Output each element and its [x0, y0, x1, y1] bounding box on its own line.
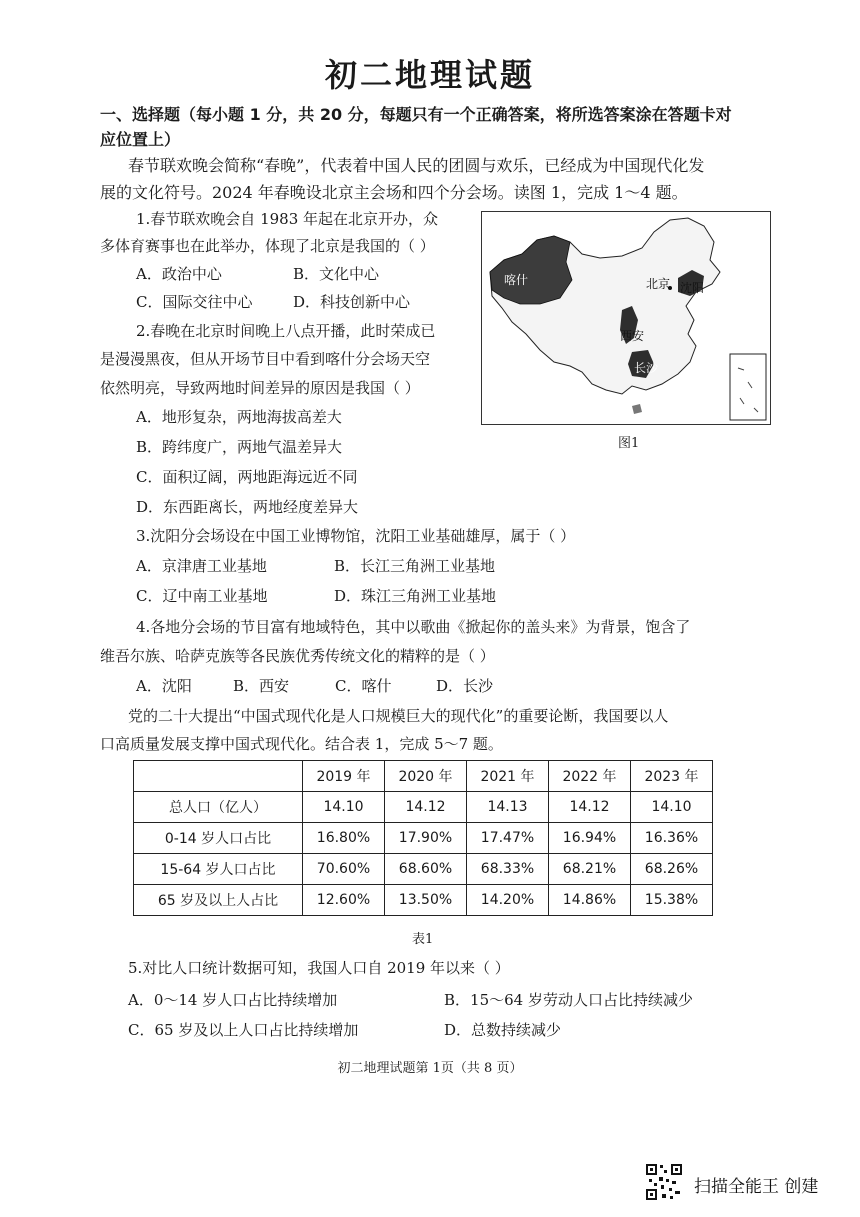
table-cell: 16.94% — [549, 823, 631, 854]
table-cell: 17.90% — [385, 823, 467, 854]
scanner-watermark: 扫描全能王 创建 — [694, 1177, 819, 1197]
q2-option-c: C．面积辽阔，两地距海远近不同 — [136, 468, 358, 486]
row-label: 65 岁及以上人占比 — [134, 885, 303, 916]
q2-stem-line1: 2.春晚在北京时间晚上八点开播，此时荣成已 — [136, 322, 436, 340]
q5-option-b: B．15～64 岁劳动人口占比持续减少 — [444, 991, 693, 1009]
table-cell: 14.12 — [549, 792, 631, 823]
q2-stem-line3: 依然明亮，导致两地时间差异的原因是我国（ ） — [100, 379, 420, 397]
q1-option-a: A．政治中心 — [136, 265, 222, 283]
q1-option-d: D．科技创新中心 — [293, 293, 411, 311]
table-cell: 14.20% — [467, 885, 549, 916]
table-cell: 14.12 — [385, 792, 467, 823]
q4-option-a: A．沈阳 — [136, 677, 192, 695]
q2-stem-line2: 是漫漫黑夜，但从开场节目中看到喀什分会场天空 — [100, 350, 431, 368]
table-header-cell — [134, 761, 303, 792]
q4-stem-line2: 维吾尔族、哈萨克族等各民族优秀传统文化的精粹的是（ ） — [100, 647, 495, 665]
table-cell: 68.33% — [467, 854, 549, 885]
q3-option-b: B．长江三角洲工业基地 — [334, 557, 496, 575]
xinjiang-region — [490, 236, 572, 304]
table1-caption: 表1 — [412, 932, 434, 947]
table-cell: 14.10 — [631, 792, 713, 823]
intro2-line2: 口高质量发展支撑中国式现代化。结合表 1，完成 5～7 题。 — [100, 735, 503, 753]
map-label-xian: 西安 — [620, 329, 645, 343]
china-outline — [490, 218, 720, 394]
row-label: 15-64 岁人口占比 — [134, 854, 303, 885]
q4-option-d: D．长沙 — [436, 677, 494, 695]
table-cell: 68.21% — [549, 854, 631, 885]
hainan-island — [632, 404, 642, 414]
section-heading-line1: 一、选择题（每小题 1 分，共 20 分，每题只有一个正确答案，将所选答案涂在答题卡对 — [100, 105, 732, 124]
q5-option-c: C．65 岁及以上人口占比持续增加 — [128, 1021, 359, 1039]
q4-option-b: B．西安 — [233, 677, 290, 695]
q2-option-b: B．跨纬度广，两地气温差异大 — [136, 438, 343, 456]
table-cell: 13.50% — [385, 885, 467, 916]
q4-stem-line1: 4.各地分会场的节目富有地域特色，其中以歌曲《掀起你的盖头来》为背景，饱含了 — [136, 618, 691, 636]
table-cell: 14.13 — [467, 792, 549, 823]
page-footer: 初二地理试题第 1页（共 8 页） — [337, 1061, 523, 1076]
q1-stem-line2: 多体育赛事也在此举办，体现了北京是我国的（ ） — [100, 237, 435, 255]
q4-option-c: C．喀什 — [335, 677, 392, 695]
section-heading-line2: 应位置上） — [100, 130, 181, 149]
table-row — [134, 823, 713, 854]
table-header-row — [134, 761, 713, 792]
figure1-caption: 图1 — [618, 436, 640, 451]
population-table — [133, 760, 713, 916]
table-cell: 16.80% — [303, 823, 385, 854]
q5-option-d: D．总数持续减少 — [444, 1021, 562, 1039]
china-map-svg — [482, 212, 770, 424]
table-cell: 17.47% — [467, 823, 549, 854]
table-cell: 68.26% — [631, 854, 713, 885]
q2-option-d: D．东西距离长，两地经度差异大 — [136, 498, 359, 516]
intro2-line1: 党的二十大提出“中国式现代化是人口规模巨大的现代化”的重要论断，我国要以人 — [128, 707, 669, 725]
table-header-cell: 2019 年 — [303, 761, 385, 792]
q1-option-b: B．文化中心 — [293, 265, 380, 283]
intro1-line1: 春节联欢晚会简称“春晚”，代表着中国人民的团圆与欢乐，已经成为中国现代化发 — [128, 156, 705, 175]
table-cell: 68.60% — [385, 854, 467, 885]
q3-stem: 3.沈阳分会场设在中国工业博物馆，沈阳工业基础雄厚，属于（ ） — [136, 527, 576, 545]
china-map-figure — [481, 211, 771, 425]
table-cell: 14.86% — [549, 885, 631, 916]
table-cell: 15.38% — [631, 885, 713, 916]
table-cell: 16.36% — [631, 823, 713, 854]
row-label: 总人口（亿人） — [134, 792, 303, 823]
table-row — [134, 854, 713, 885]
qr-code-icon — [645, 1163, 683, 1201]
table-cell: 70.60% — [303, 854, 385, 885]
q1-stem-line1: 1.春节联欢晚会自 1983 年起在北京开办，众 — [136, 210, 439, 228]
q3-option-a: A．京津唐工业基地 — [136, 557, 267, 575]
page-title: 初二地理试题 — [324, 56, 535, 94]
q3-option-c: C．辽中南工业基地 — [136, 587, 268, 605]
map-label-beijing: 北京 — [646, 277, 671, 291]
table-header-cell: 2023 年 — [631, 761, 713, 792]
table-cell: 14.10 — [303, 792, 385, 823]
q3-option-d: D．珠江三角洲工业基地 — [334, 587, 497, 605]
map-label-shenyang: 沈阳 — [680, 281, 705, 295]
map-label-kashi: 喀什 — [504, 273, 529, 287]
map-label-changsha: 长沙 — [634, 361, 659, 375]
q2-option-a: A．地形复杂，两地海拔高差大 — [136, 408, 342, 426]
q1-option-c: C．国际交往中心 — [136, 293, 253, 311]
table-cell: 12.60% — [303, 885, 385, 916]
south-sea-inset — [730, 354, 766, 420]
q5-stem: 5.对比人口统计数据可知，我国人口自 2019 年以来（ ） — [128, 959, 510, 977]
table-header-cell: 2022 年 — [549, 761, 631, 792]
table-header-cell: 2021 年 — [467, 761, 549, 792]
row-label: 0-14 岁人口占比 — [134, 823, 303, 854]
table-row — [134, 885, 713, 916]
intro1-line2: 展的文化符号。2024 年春晚设北京主会场和四个分会场。读图 1，完成 1～4 题。 — [100, 183, 688, 202]
q5-option-a: A．0～14 岁人口占比持续增加 — [128, 991, 338, 1009]
table-row — [134, 792, 713, 823]
table-header-cell: 2020 年 — [385, 761, 467, 792]
